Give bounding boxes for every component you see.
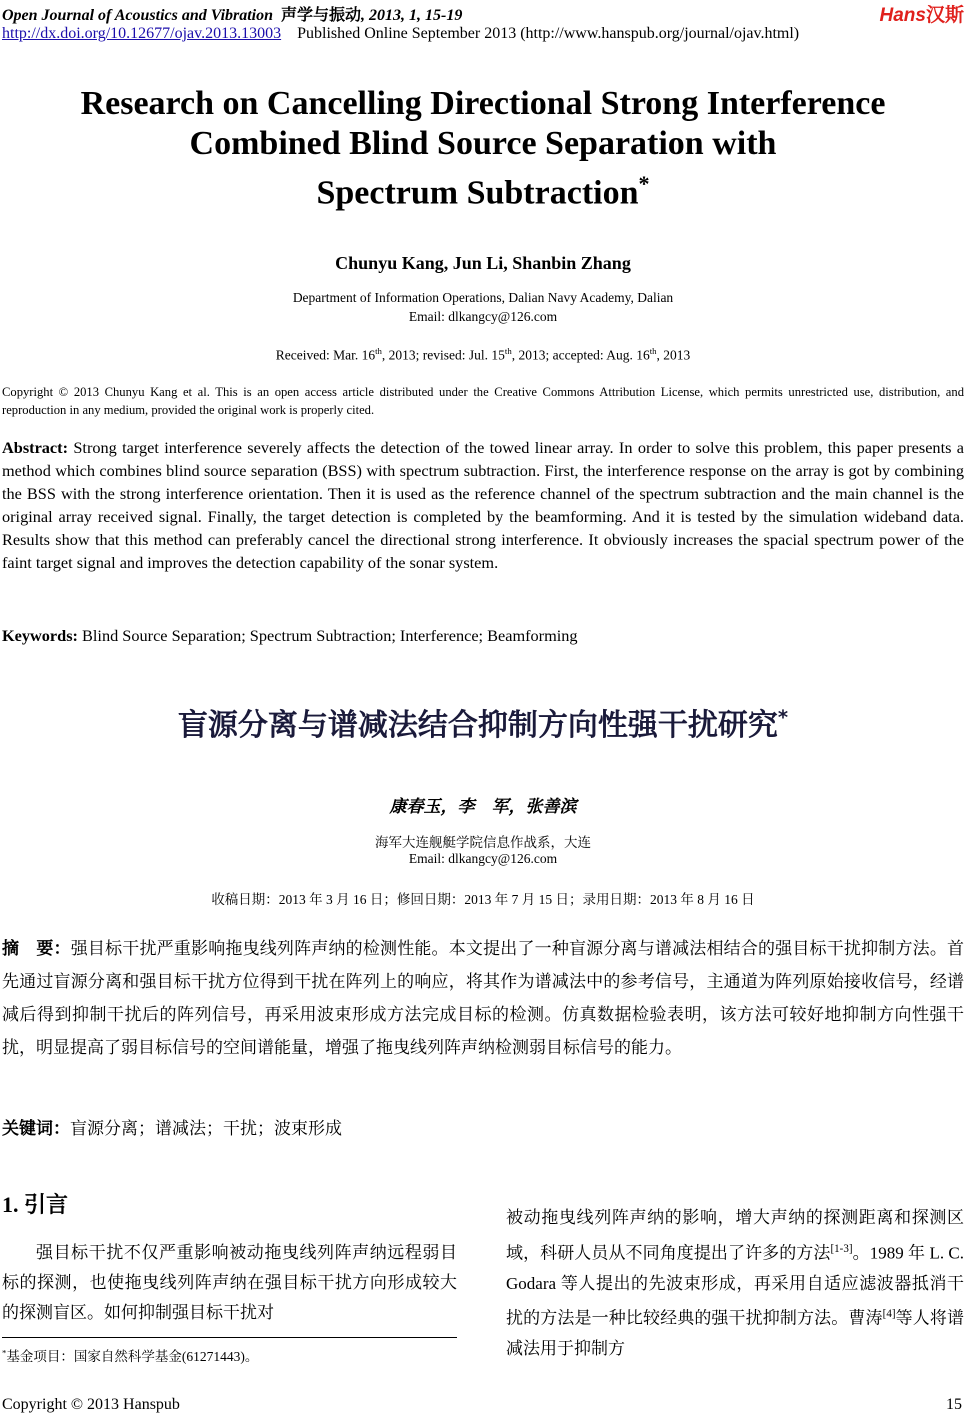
email: Email: dlkangcy@126.com: [408, 309, 558, 324]
keywords-label: 关键词：: [2, 1119, 70, 1138]
keywords-text: 盲源分离；谱减法；干扰；波束形成: [70, 1119, 342, 1138]
keywords: [2, 626, 578, 646]
abstract-cn: [2, 932, 964, 1064]
footnote-mark: *: [2, 1347, 7, 1358]
keywords-label: Keywords:: [2, 626, 78, 645]
title-line: Spectrum Subtraction: [316, 174, 639, 212]
authors: Chunyu Kang, Jun Li, Shanbin Zhang: [335, 253, 631, 273]
journal-name-cn: 声学与振动: [281, 7, 362, 24]
affiliation: Department of Information Operations, Dalian Navy Academy, Dalian: [292, 290, 674, 305]
journal-name: Open Journal of Acoustics and Vibration: [2, 7, 274, 24]
page-number: 15: [946, 1396, 962, 1413]
ordinal: th: [375, 346, 382, 356]
title-line: Combined Blind Source Separation with: [189, 125, 777, 162]
ordinal: th: [649, 346, 657, 356]
journal-citation: , 2013, 1, 15-19: [361, 7, 463, 24]
paper-title-cn: [0, 700, 966, 744]
citation-ref[interactable]: [1-3]: [830, 1242, 853, 1255]
accepted-text: , 2013; accepted: Aug. 16: [511, 347, 650, 363]
received-dates-cn: 收稿日期：2013 年 3 月 16 日；修回日期：2013 年 7 月 15 日；录用日期：2013 年 8 月 16 日: [211, 892, 755, 907]
received-text: Received: Mar. 16: [275, 347, 376, 363]
footnote: [2, 1345, 258, 1365]
abstract-label: 摘 要：: [2, 939, 71, 958]
year-text: , 2013: [656, 347, 691, 363]
footnote-divider: [2, 1337, 457, 1338]
footnote-mark: *: [638, 171, 650, 196]
footer-copyright: Copyright © 2013 Hanspub: [2, 1396, 180, 1413]
logo-text-en: Hans: [879, 5, 926, 26]
paper-title: [0, 84, 966, 213]
received-dates: [0, 346, 966, 364]
body-text: 等人将谱减法用于抑制方: [506, 1308, 965, 1359]
ordinal: th: [504, 346, 512, 356]
publisher-logo: [880, 0, 964, 27]
affiliation-cn: 海军大连舰艇学院信息作战系，大连: [375, 835, 591, 850]
abstract-text: 强目标干扰严重影响拖曳线列阵声纳的检测性能。本文提出了一种盲源分离与谱减法相结合的强目标干扰抑制方法。首先通过盲源分离和强目标干扰方位得到干扰在阵列上的响应，将其作为谱减法中的参考信号，主通道为阵列原始接收信号，经谱减后得到抑制干扰后的阵列信号，再采用波束形成方法完成目标的检测。仿真数据检验表明，该方法可较好地抑制方向性强干扰，明显提高了弱目标信号的空间谱能量，增强了拖曳线列阵声纳检测弱目标信号的能力。: [2, 939, 965, 1057]
body-paragraph-right: [506, 1203, 964, 1365]
keywords-cn: [2, 1114, 342, 1139]
doi-line: [2, 25, 799, 43]
email-cn: Email: dlkangcy@126.com: [408, 851, 558, 866]
citation-ref[interactable]: [4]: [882, 1308, 896, 1321]
published-info: Published Online September 2013 (http://www.hanspub.org/journal/ojav.html): [297, 25, 800, 42]
footnote-mark: *: [777, 706, 789, 729]
doi-link[interactable]: http://dx.doi.org/10.12677/ojav.2013.13003: [2, 25, 282, 42]
body-text: 被动拖曳线列阵声纳的影响，增大声纳的探测距离和探测区域，科研人员从不同角度提出了许多的方法: [506, 1208, 964, 1263]
revised-text: , 2013; revised: Jul. 15: [381, 347, 505, 363]
abstract: [2, 436, 964, 574]
abstract-label: Abstract:: [2, 438, 69, 457]
keywords-text: Blind Source Separation; Spectrum Subtraction; Interference; Beamforming: [82, 626, 578, 645]
authors-cn: 康春玉，李 军，张善滨: [389, 797, 577, 816]
title-text: 盲源分离与谱减法结合抑制方向性强干扰研究: [177, 708, 778, 743]
body-text: 。1989 年 L. C. Godara 等人提出的先波束形成，再采用自适应滤波器抵消干扰的方法是一种比较经典的强干扰抑制方法。曹涛: [506, 1243, 964, 1328]
logo-text-cn: 汉斯: [925, 5, 964, 26]
journal-header: [2, 2, 462, 25]
title-line: Research on Cancelling Directional Strong Interference: [80, 85, 886, 122]
body-paragraph-left: 强目标干扰不仅严重影响被动拖曳线列阵声纳远程弱目标的探测，也使拖曳线列阵声纳在强目标干扰方向形成较大的探测盲区。如何抑制强目标干扰对: [2, 1243, 457, 1322]
copyright-notice: Copyright © 2013 Chunyu Kang et al. This is an open access article distributed under the Creative Commons Attribution License, which permits unrestricted use, distribution, and reproduction in any medium, provided the original work is properly cited.: [2, 385, 964, 417]
footnote-text: 基金项目：国家自然科学基金(61271443)。: [6, 1349, 259, 1364]
section-heading: 1. 引言: [2, 1192, 69, 1217]
abstract-text: Strong target interference severely affects the detection of the towed linear array. In order to solve this problem, this paper presents a method which combines blind source separation (BSS) with spectrum subtraction. First, the interference response on the array is got by combining the BSS with the strong interference orientation. Then it is used as the reference channel of the spectrum subtraction and the main channel is the original array received signal. Finally, the target detection is completed by the beamforming. And it is tested by the simulation wideband data. Results show that this method can preferably cancel the directional strong interference. It obviously increases the spacial spectrum power of the faint target signal and improves the detection capability of the sonar system.: [2, 438, 964, 572]
